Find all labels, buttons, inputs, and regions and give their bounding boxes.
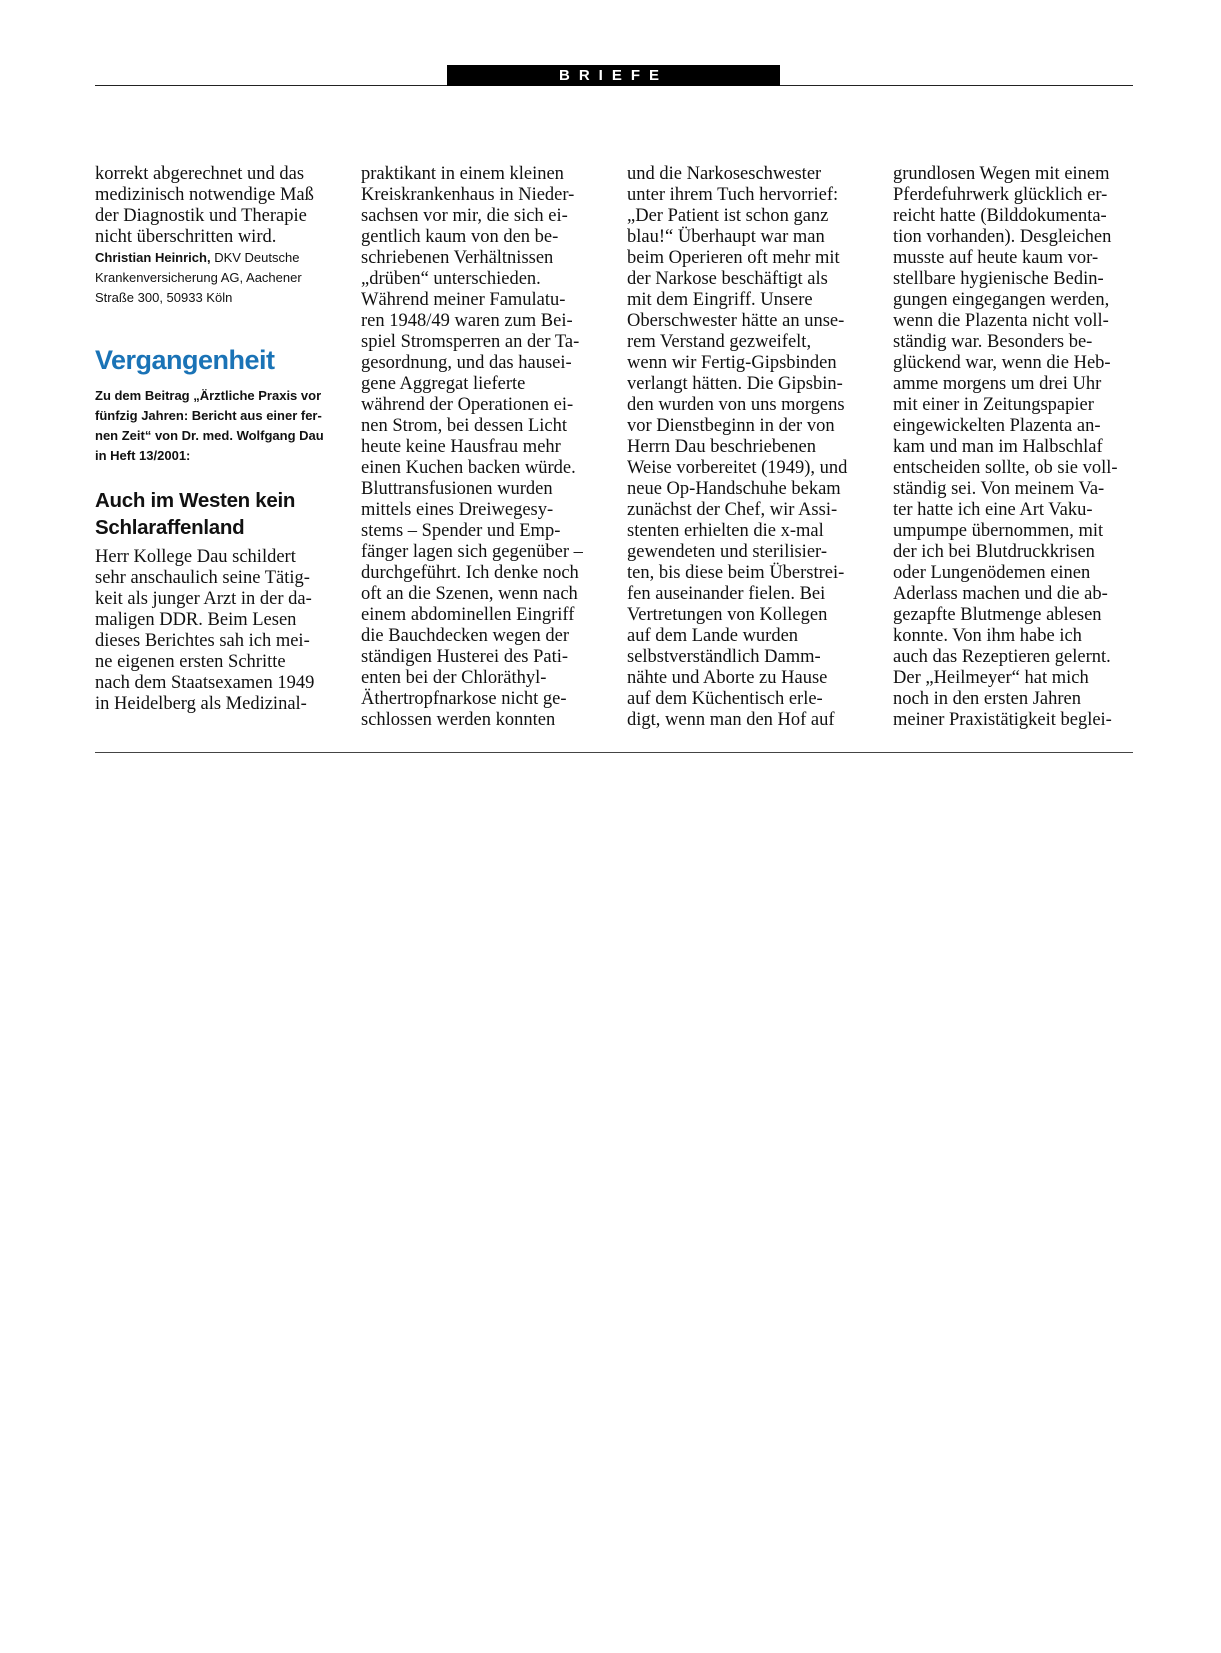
text-line: Weise vorbereitet (1949), und [627, 458, 848, 478]
text-line: vor Dienstbeginn in der von [627, 416, 835, 436]
text-line: korrekt abgerechnet und das [95, 164, 305, 184]
text-line: durchgeführt. Ich denke noch [361, 563, 579, 583]
text-line: mit einer in Zeitungspapier [893, 395, 1094, 415]
text-line: mittels eines Dreiwegesy- [361, 500, 554, 520]
text-line: Herr Kollege Dau schildert [95, 547, 296, 567]
text-line: keit als junger Arzt in der da- [95, 589, 312, 609]
text-line: fen auseinander fielen. Bei [627, 584, 826, 604]
text-line: rem Verstand gezweifelt, [627, 332, 812, 352]
text-line: einen Kuchen backen würde. [361, 458, 576, 478]
signature-line: Krankenversicherung AG, Aachener [95, 270, 302, 285]
reference-note [95, 386, 331, 466]
text-line: Oberschwester hätte an unse- [627, 311, 845, 331]
text-line: umpumpe übernommen, mit [893, 521, 1104, 541]
text-line: ren 1948/49 waren zum Bei- [361, 311, 573, 331]
text-line: fänger lagen sich gegenüber – [361, 542, 583, 562]
signature-name: Christian Heinrich, [95, 250, 211, 265]
letter-title-line: Auch im Westen kein [95, 489, 296, 512]
text-line: „Der Patient ist schon ganz [627, 206, 829, 226]
text-line: ter hatte ich eine Art Vaku- [893, 500, 1093, 520]
text-line: Äthertropfnarkose nicht ge- [361, 689, 567, 709]
text-line: sachsen vor mir, die sich ei- [361, 206, 568, 226]
text-line: Herrn Dau beschriebenen [627, 437, 817, 457]
text-line: in Heidelberg als Medizinal- [95, 694, 307, 714]
text-line: beim Operieren oft mehr mit [627, 248, 840, 268]
text-line: ständig sei. Von meinem Va- [893, 479, 1105, 499]
text-line: oder Lungenödemen einen [893, 563, 1091, 583]
text-line: nen Strom, bei dessen Licht [361, 416, 568, 436]
text-line: schriebenen Verhältnissen [361, 248, 554, 268]
text-line: wenn die Plazenta nicht voll- [893, 311, 1109, 331]
signature-line: Straße 300, 50933 Köln [95, 290, 233, 305]
section-label: BRIEFE [447, 65, 780, 86]
text-line: wenn wir Fertig-Gipsbinden [627, 353, 837, 373]
text-line: die Bauchdecken wegen der [361, 626, 570, 646]
text-line: nicht überschritten wird. [95, 227, 277, 247]
text-line: Aderlass machen und die ab- [893, 584, 1108, 604]
text-line: glückend war, wenn die Heb- [893, 353, 1111, 373]
column-4 [893, 164, 1129, 731]
text-line: Bluttransfusionen wurden [361, 479, 553, 499]
text-line: medizinisch notwendige Maß [95, 185, 314, 205]
text-line: mit dem Eingriff. Unsere [627, 290, 813, 310]
text-line: ständig war. Besonders be- [893, 332, 1093, 352]
text-line: noch in den ersten Jahren [893, 689, 1082, 709]
text-line: während der Operationen ei- [361, 395, 574, 415]
text-line: neue Op-Handschuhe bekam [627, 479, 841, 499]
text-line: reicht hatte (Bilddokumenta- [893, 206, 1107, 226]
text-line: schlossen werden konnten [361, 710, 556, 730]
text-line: grundlosen Wegen mit einem [893, 164, 1110, 184]
text-line: einem abdominellen Eingriff [361, 605, 575, 625]
text-line: „drüben“ unterschieden. [361, 269, 541, 289]
footer-rule [95, 752, 1133, 753]
text-line: gene Aggregat lieferte [361, 374, 526, 394]
text-line: meiner Praxistätigkeit beglei- [893, 710, 1112, 730]
text-line: praktikant in einem kleinen [361, 164, 564, 184]
signature [95, 248, 331, 308]
text-line: verlangt hätten. Die Gipsbin- [627, 374, 843, 394]
text-line: der Narkose beschäftigt als [627, 269, 828, 289]
text-line: maligen DDR. Beim Lesen [95, 610, 297, 630]
text-line: digt, wenn man den Hof auf [627, 710, 835, 730]
text-line: Pferdefuhrwerk glücklich er- [893, 185, 1108, 205]
text-line: nähte und Aborte zu Hause [627, 668, 828, 688]
text-line: tion vorhanden). Desgleichen [893, 227, 1112, 247]
section-title: Vergangenheit [95, 345, 275, 375]
text-line: sehr anschaulich seine Tätig- [95, 568, 310, 588]
letter-title [95, 487, 331, 541]
text-line: spiel Stromsperren an der Ta- [361, 332, 580, 352]
column-3 [627, 164, 863, 731]
text-line: ten, bis diese beim Überstrei- [627, 563, 845, 583]
reference-line: Zu dem Beitrag „Ärztliche Praxis vor [95, 388, 322, 403]
text-line: Während meiner Famulatu- [361, 290, 566, 310]
reference-line: fünfzig Jahren: Bericht aus einer fer- [95, 408, 322, 423]
text-line: ständigen Husterei des Pati- [361, 647, 569, 667]
text-line: konnte. Von ihm habe ich [893, 626, 1082, 646]
text-line: oft an die Szenen, wenn nach [361, 584, 578, 604]
text-line: gewendeten und sterilisier- [627, 542, 827, 562]
text-line: blau!“ Überhaupt war man [627, 227, 825, 247]
text-line: gungen eingegangen werden, [893, 290, 1110, 310]
text-line: Kreiskrankenhaus in Nieder- [361, 185, 575, 205]
reference-line: nen Zeit“ von Dr. med. Wolfgang Dau [95, 428, 324, 443]
text-line: amme morgens um drei Uhr [893, 374, 1102, 394]
text-line: ne eigenen ersten Schritte [95, 652, 286, 672]
text-line: eingewickelten Plazenta an- [893, 416, 1101, 436]
text-line: kam und man im Halbschlaf [893, 437, 1103, 457]
text-line: auf dem Küchentisch erle- [627, 689, 823, 709]
letter-title-line: Schlaraffenland [95, 516, 245, 539]
text-line: Der „Heilmeyer“ hat mich [893, 668, 1089, 688]
text-line: stellbare hygienische Bedin- [893, 269, 1104, 289]
text-line: der ich bei Blutdruckkrisen [893, 542, 1095, 562]
column-1 [95, 164, 331, 715]
text-line: Vertretungen von Kollegen [627, 605, 828, 625]
text-line: den wurden von uns morgens [627, 395, 845, 415]
text-line: und die Narkoseschwester [627, 164, 822, 184]
reference-line: in Heft 13/2001: [95, 448, 191, 463]
column-2 [361, 164, 597, 731]
text-line: unter ihrem Tuch hervorrief: [627, 185, 839, 205]
text-line: auf dem Lande wurden [627, 626, 799, 646]
text-line: zunächst der Chef, wir Assi- [627, 500, 838, 520]
text-line: musste auf heute kaum vor- [893, 248, 1099, 268]
signature-affiliation: DKV Deutsche [210, 250, 300, 265]
text-line: stems – Spender und Emp- [361, 521, 561, 541]
text-line: der Diagnostik und Therapie [95, 206, 307, 226]
text-line: gentlich kaum von den be- [361, 227, 559, 247]
text-line: gesordnung, und das hausei- [361, 353, 572, 373]
text-line: gezapfte Blutmenge ablesen [893, 605, 1102, 625]
text-line: stenten erhielten die x-mal [627, 521, 824, 541]
text-line: dieses Berichtes sah ich mei- [95, 631, 310, 651]
text-line: auch das Rezeptieren gelernt. [893, 647, 1111, 667]
text-line: nach dem Staatsexamen 1949 [95, 673, 315, 693]
text-line: entscheiden sollte, ob sie voll- [893, 458, 1118, 478]
text-line: selbstverständlich Damm- [627, 647, 821, 667]
text-line: enten bei der Chloräthyl- [361, 668, 547, 688]
text-line: heute keine Hausfrau mehr [361, 437, 561, 457]
